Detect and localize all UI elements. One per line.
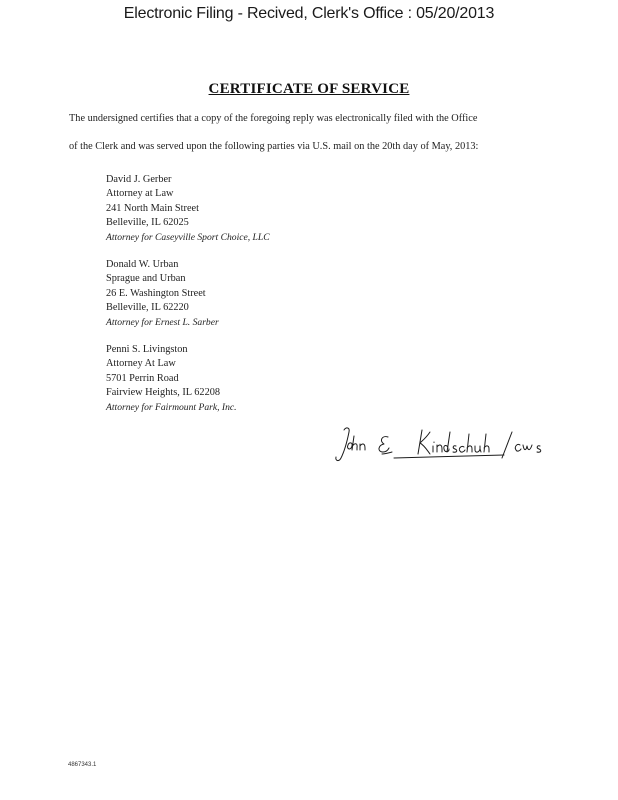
- party-firm: Attorney at Law: [106, 188, 174, 200]
- page-title: CERTIFICATE OF SERVICE: [208, 81, 410, 97]
- party-city: Fairview Heights, IL 62208: [106, 387, 221, 399]
- party-city: Belleville, IL 62220: [106, 302, 189, 314]
- party-role: Attorney for Caseyville Sport Choice, LLC: [106, 231, 270, 243]
- party-name: Donald W. Urban: [106, 259, 179, 270]
- party-name: David J. Gerber: [106, 174, 172, 185]
- certification-text-line-2: of the Clerk and was served upon the following parties via U.S. mail on the 20th day of May, 2013:: [69, 141, 479, 152]
- party-street: 26 E. Washington Street: [106, 287, 206, 299]
- party-firm: Attorney At Law: [106, 358, 176, 370]
- service-party: [106, 173, 270, 245]
- party-name: Penni S. Livingston: [106, 344, 188, 355]
- party-role: Attorney for Ernest L. Sarber: [106, 316, 219, 328]
- document-reference-number: 4867343.1: [68, 762, 97, 768]
- handwritten-signature: [330, 418, 570, 470]
- party-city: Belleville, IL 62025: [106, 217, 189, 229]
- service-party: [106, 258, 219, 330]
- service-party: [106, 343, 237, 415]
- party-firm: Sprague and Urban: [106, 273, 186, 285]
- party-street: 241 North Main Street: [106, 202, 199, 214]
- party-role: Attorney for Fairmount Park, Inc.: [106, 401, 237, 413]
- certification-text-line-1: The undersigned certifies that a copy of the foregoing reply was electronically filed with the Office: [69, 113, 478, 124]
- filing-stamp: Electronic Filing - Recived, Clerk's Office : 05/20/2013: [123, 5, 495, 22]
- party-street: 5701 Perrin Road: [106, 372, 179, 384]
